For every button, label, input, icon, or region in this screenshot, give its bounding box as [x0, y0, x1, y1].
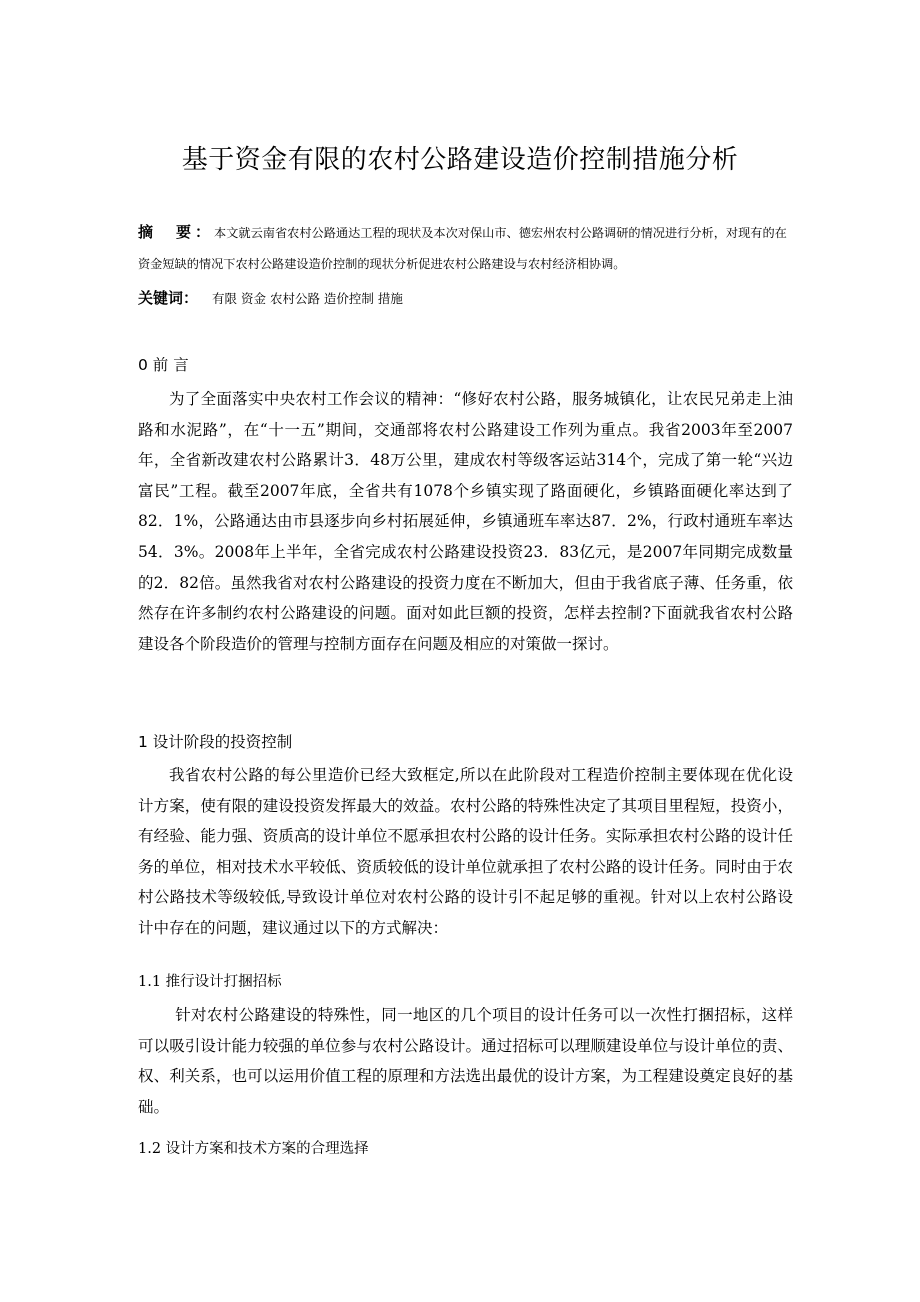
- subsection-heading-bundled-tender: 1.1 推行设计打捆招标: [138, 974, 282, 990]
- abstract: [138, 217, 798, 280]
- section-heading-design-stage: 1 设计阶段的投资控制: [138, 733, 293, 751]
- keywords: [138, 286, 798, 311]
- section-paragraph-preface: 为了全面落实中央农村工作会议的精神：“修好农村公路，服务城镇化，让农民兄弟走上油路和水泥路”，在“十一五”期间，交通部将农村公路建设工作列为重点。我省2003年至2007年，全省新改建农村公路累计3．48万公里，建成农村等级客运站314个，完成了第一轮“兴边富民”工程。截至2007年底，全省共有1078个乡镇实现了路面硬化，乡镇路面硬化率达到了82．1%，公路通达由市县逐步向乡村拓展延伸，乡镇通班车率达87．2%，行政村通班车率达54．3%。2008年上半年，全省完成农村公路建设投资23．83亿元，是2007年同期完成数量的2．82倍。虽然我省对农村公路建设的投资力度在不断加大，但由于我省底子薄、任务重，依然存在许多制约农村公路建设的问题。面对如此巨额的投资，怎样去控制?下面就我省农村公路建设各个阶段造价的管理与控制方面存在问题及相应的对策做一探讨。: [138, 390, 793, 653]
- keywords-label: 关键词：: [138, 289, 199, 307]
- section-paragraph-design-stage: 我省农村公路的每公里造价已经大致框定,所以在此阶段对工程造价控制主要体现在优化设计方案，使有限的建设投资发挥最大的效益。农村公路的特殊性决定了其项目里程短，投资小，有经验、能力强、资质高的设计单位不愿承担农村公路的设计任务。实际承担农村公路的设计任务的单位，相对技术水平较低、资质较低的设计单位就承担了农村公路的设计任务。同时由于农村公路技术等级较低,导致设计单位对农村公路的设计引不起足够的重视。针对以上农村公路设计中存在的问题，建议通过以下的方式解决：: [138, 766, 793, 937]
- subsection-heading-design-scheme: 1.2 设计方案和技术方案的合理选择: [138, 1141, 369, 1157]
- abstract-label: 摘 要：: [138, 223, 215, 241]
- section-heading-preface: 0 前 言: [138, 356, 189, 374]
- keywords-text: 有限 资金 农村公路 造价控制 措施: [212, 291, 403, 306]
- document-title: 基于资金有限的农村公路建设造价控制措施分析: [181, 145, 739, 175]
- abstract-text: 本文就云南省农村公路通达工程的现状及本次对保山市、德宏州农村公路调研的情况进行分析，对现有的在资金短缺的情况下农村公路建设造价控制的现状分析促进农村公路建设与农村经济相协调。: [138, 226, 787, 271]
- subsection-paragraph-bundled-tender: 针对农村公路建设的特殊性，同一地区的几个项目的设计任务可以一次性打捆招标，这样可以吸引设计能力较强的单位参与农村公路设计。通过招标可以理顺建设单位与设计单位的责、权、利关系，也可以运用价值工程的原理和方法选出最优的设计方案，为工程建设奠定良好的基础。: [138, 1006, 793, 1116]
